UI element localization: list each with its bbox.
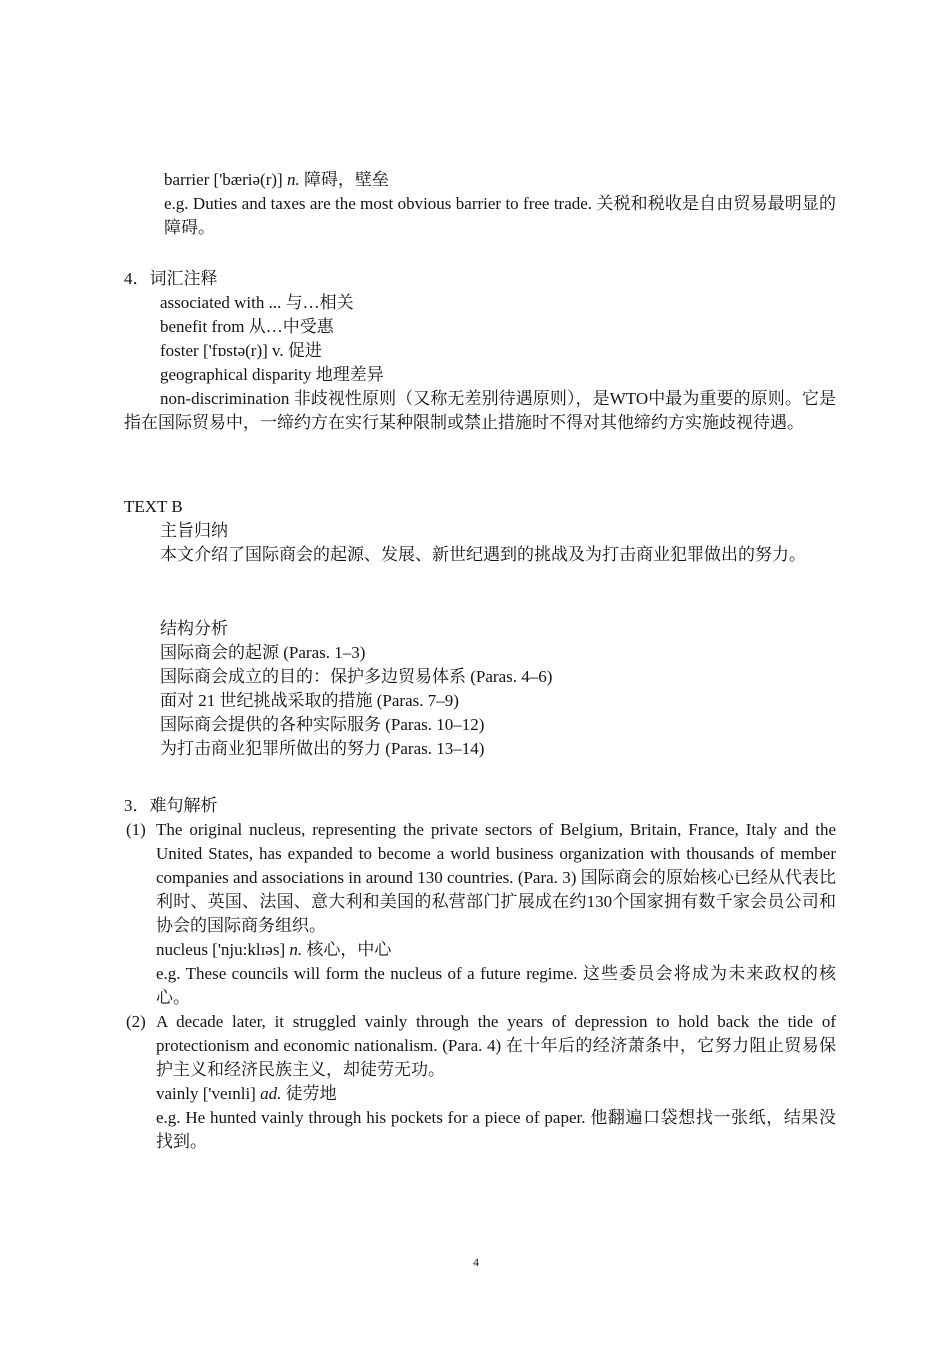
meaning: 核心，中心 <box>306 940 392 959</box>
headword: nucleus ['nju:klɪəs] <box>156 940 286 959</box>
vocab-item: foster ['fɒstə(r)] v. 促进 <box>160 341 322 360</box>
vocab-item: geographical disparity 地理差异 <box>160 365 384 384</box>
structure-item: 国际商会成立的目的：保护多边贸易体系 (Paras. 4–6) <box>160 667 553 686</box>
item-number: (2) <box>126 1012 146 1031</box>
summary-title: 主旨归纳 <box>160 521 228 540</box>
structure-item: 国际商会提供的各种实际服务 (Paras. 10–12) <box>160 715 485 734</box>
summary-text: 本文介绍了国际商会的起源、发展、新世纪遇到的挑战及为打击商业犯罪做出的努力。 <box>160 545 806 564</box>
word-line <box>124 168 836 192</box>
headword: vainly ['veɪnli] <box>156 1084 256 1103</box>
section-heading: TEXT B <box>124 497 183 516</box>
structure-block <box>124 617 836 761</box>
part-of-speech: n. <box>289 940 303 959</box>
sentence-item <box>124 1010 836 1154</box>
meaning: 障碍，壁垒 <box>303 170 389 189</box>
barrier-entry <box>124 168 836 240</box>
sentence-item <box>124 818 836 1010</box>
word-line <box>156 1082 836 1106</box>
meaning: 徒劳地 <box>285 1084 337 1103</box>
vocab-item: benefit from 从…中受惠 <box>160 317 334 336</box>
headword: barrier ['bæriə(r)] <box>164 170 283 189</box>
example-sentence: e.g. Duties and taxes are the most obvious barrier to free trade. 关税和税收是自由贸易最明显的障碍。 <box>164 194 836 237</box>
sentence-text: The original nucleus, representing the private sectors of Belgium, Britain, France, Italy and the United States, has expanded to become a world business organization with thousands of member companies and associations in around 130 countries. (Para. 3) 国际商会的原始核心已经从代表比利时、英国、法国、意大利和美国的私营部门扩展成在约130个国家拥有数千家会员公司和协会的国际商务组织。 <box>156 820 836 935</box>
sentence-text: A decade later, it struggled vainly through the years of depression to hold back the tide of protectionism and economic nationalism. (Para. 4) 在十年后的经济萧条中，它努力阻止贸易保护主义和经济民族主义，却徒劳无功。 <box>156 1012 836 1079</box>
structure-title: 结构分析 <box>160 619 228 638</box>
structure-item: 为打击商业犯罪所做出的努力 (Paras. 13–14) <box>160 739 485 758</box>
part-of-speech: n. <box>286 170 300 189</box>
structure-item: 国际商会的起源 (Paras. 1–3) <box>160 643 366 662</box>
section-heading: 3．难句解析 <box>124 796 218 815</box>
part-of-speech: ad. <box>260 1084 282 1103</box>
vocab-item: associated with ... 与…相关 <box>160 293 354 312</box>
page-number: 4 <box>473 1255 479 1269</box>
item-number: (1) <box>126 820 146 839</box>
example-sentence: e.g. These councils will form the nucleus of a future regime. 这些委员会将成为未来政权的核心。 <box>156 964 836 1007</box>
vocabulary-section <box>124 267 836 435</box>
structure-item: 面对 21 世纪挑战采取的措施 (Paras. 7–9) <box>160 691 459 710</box>
word-line <box>156 938 836 962</box>
vocab-paragraph: non-discrimination 非歧视性原则（又称无差别待遇原则），是WTO中最为重要的原则。它是指在国际贸易中，一缔约方在实行某种限制或禁止措施时不得对其他缔约方实施歧视待遇。 <box>124 389 836 432</box>
text-b-section <box>124 495 836 567</box>
section-heading: 4．词汇注释 <box>124 269 218 288</box>
example-sentence: e.g. He hunted vainly through his pockets for a piece of paper. 他翻遍口袋想找一张纸，结果没找到。 <box>156 1108 836 1151</box>
difficult-sentences-section <box>124 794 836 1154</box>
